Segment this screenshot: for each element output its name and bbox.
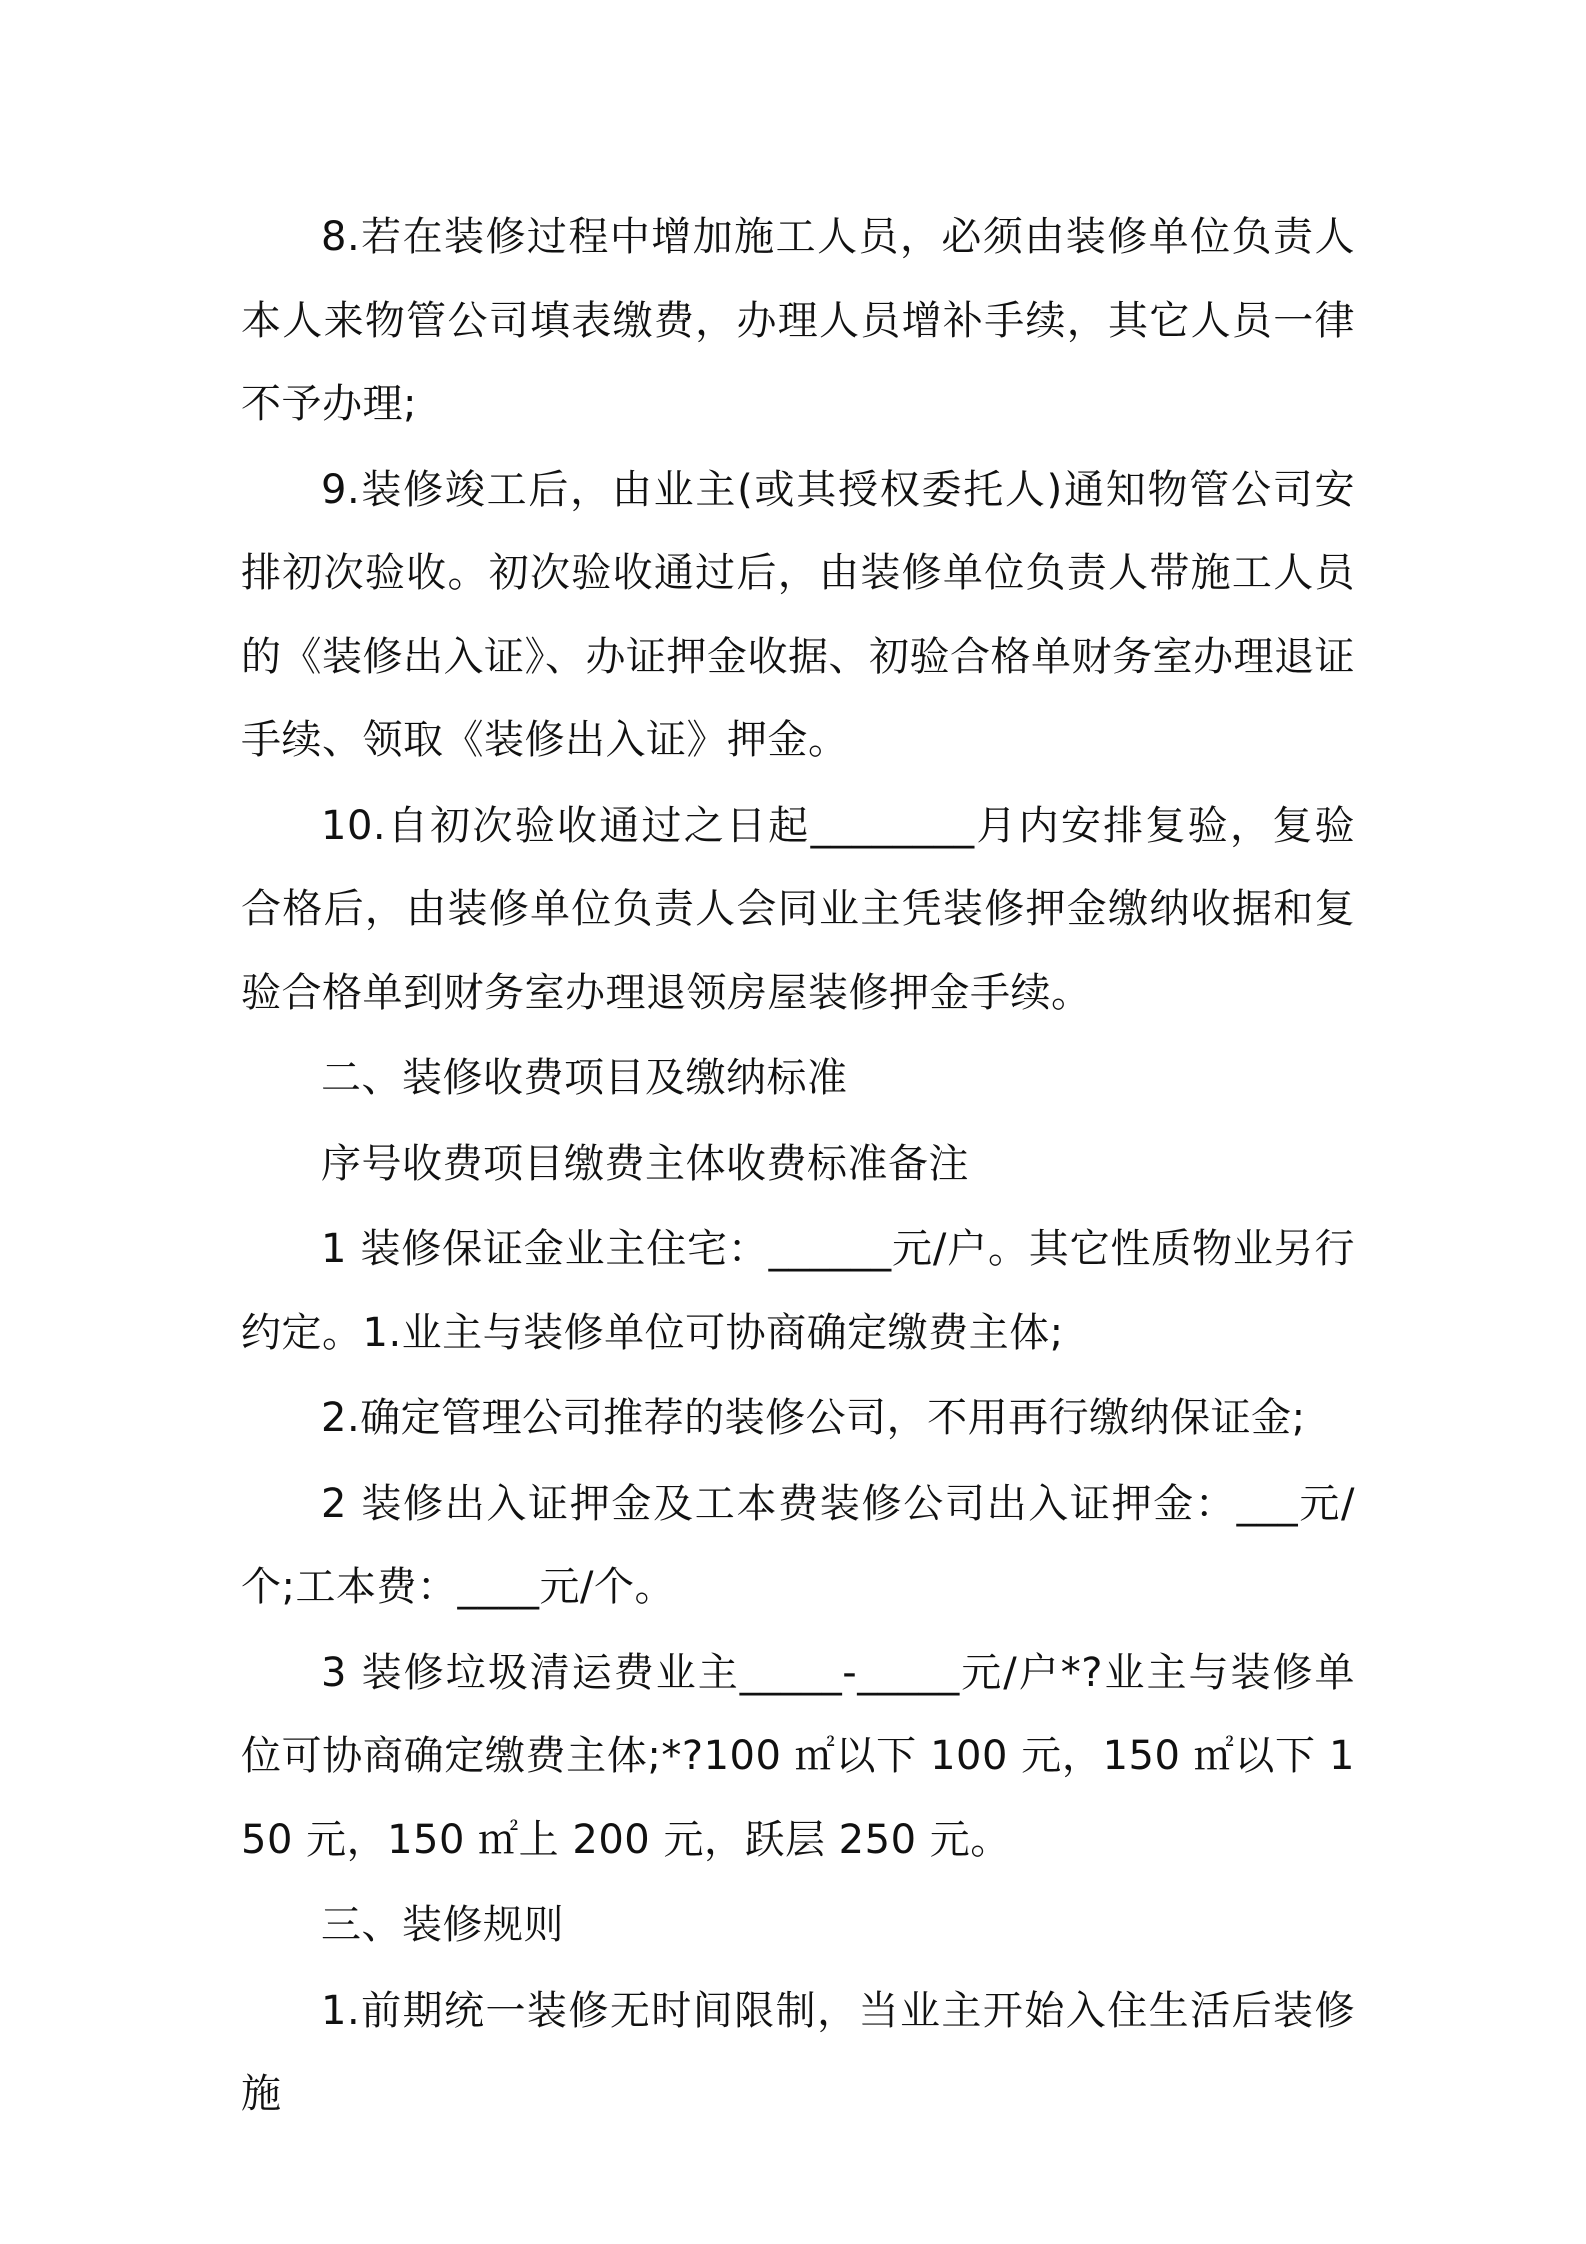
fee-row-3: 3 装修垃圾清运费业主_____-_____元/户*?业主与装修单位可协商确定缴费主体;*?100 ㎡以下 100 元，150 ㎡以下 150 元，150 ㎡上 200 元，跃层 250 元。 (241, 1649, 1355, 1863)
fee-row-2: 2 装修出入证押金及工本费装修公司出入证押金：___元/个;工本费：____元/个。 (241, 1480, 1355, 1610)
section-heading-rules: 三、装修规则 (321, 1902, 564, 1948)
fee-row-1-note: 2.确定管理公司推荐的装修公司，不用再行缴纳保证金; (321, 1395, 1306, 1441)
paragraph-item-8: 8.若在装修过程中增加施工人员，必须由装修单位负责人本人来物管公司填表缴费，办理人员增补手续，其它人员一律不予办理; (241, 214, 1355, 427)
document-page (241, 196, 1355, 2137)
paragraph-item-9: 9.装修竣工后，由业主(或其授权委托人)通知物管公司安排初次验收。初次验收通过后，由装修单位负责人带施工人员的《装修出入证》、办证押金收据、初验合格单财务室办理退证手续、领取《装修出入证》押金。 (241, 466, 1355, 763)
fee-table-header: 序号收费项目缴费主体收费标准备注 (321, 1140, 969, 1187)
fee-row-1: 1 装修保证金业主住宅：______元/户。其它性质物业另行约定。1.业主与装修单位可协商确定缴费主体; (241, 1226, 1355, 1356)
paragraph-item-10: 10.自初次验收通过之日起________月内安排复验，复验合格后，由装修单位负责人会同业主凭装修押金缴纳收据和复验合格单到财务室办理退领房屋装修押金手续。 (241, 802, 1355, 1016)
section-heading-fees: 二、装修收费项目及缴纳标准 (321, 1055, 848, 1101)
rule-item-1: 1.前期统一装修无时间限制，当业主开始入住生活后装修施 (241, 1987, 1355, 2117)
